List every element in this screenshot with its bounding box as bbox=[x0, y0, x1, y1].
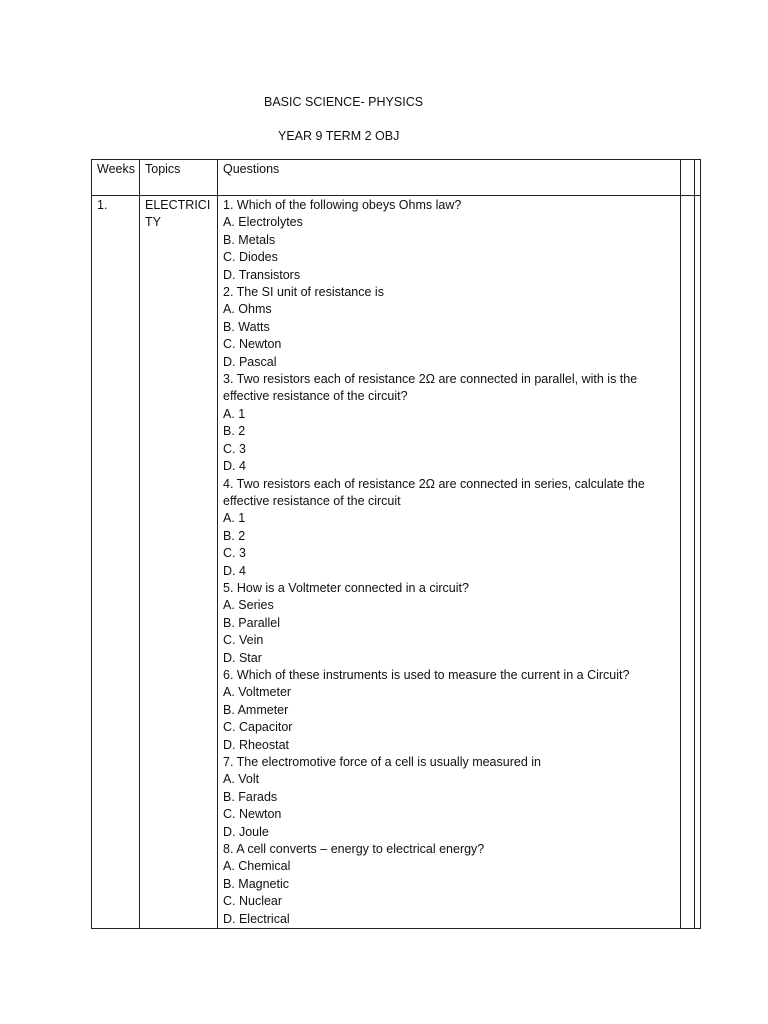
question-line: A. Electrolytes bbox=[223, 215, 303, 230]
question-line: D. Star bbox=[223, 650, 262, 665]
document-subtitle: YEAR 9 TERM 2 OBJ bbox=[278, 129, 400, 143]
header-questions-label: Questions bbox=[223, 162, 280, 176]
question-line: B. 2 bbox=[223, 424, 246, 439]
question-line: C. Diodes bbox=[223, 250, 278, 265]
question-line: C. 3 bbox=[223, 441, 246, 456]
question-line: A. Voltmeter bbox=[223, 685, 292, 700]
question-line: A. Volt bbox=[223, 772, 260, 787]
empty-cell bbox=[695, 196, 701, 929]
question-line: 8. A cell converts – energy to electrical energy? bbox=[223, 842, 485, 857]
question-line: D. 4 bbox=[223, 459, 246, 474]
question-line: B. Metals bbox=[223, 232, 276, 247]
header-empty-label bbox=[695, 160, 700, 161]
question-list bbox=[218, 196, 680, 928]
question-line: A. 1 bbox=[223, 511, 246, 526]
header-extra-label bbox=[681, 160, 694, 161]
question-line: B. Watts bbox=[223, 319, 270, 334]
question-line: 3. Two resistors each of resistance 2Ω are connected in parallel, with is the effective resistance of the circuit? bbox=[223, 372, 638, 404]
document-title: BASIC SCIENCE- PHYSICS bbox=[264, 95, 424, 109]
question-line: D. Rheostat bbox=[223, 737, 290, 752]
question-line: A. 1 bbox=[223, 406, 246, 421]
question-line: 1. Which of the following obeys Ohms law? bbox=[223, 198, 462, 212]
question-line: 5. How is a Voltmeter connected in a circuit? bbox=[223, 580, 469, 595]
table-row bbox=[92, 196, 701, 929]
question-line: 6. Which of these instruments is used to measure the current in a Circuit? bbox=[223, 667, 630, 682]
extra-cell bbox=[681, 196, 695, 929]
topic-name: ELECTRICITY bbox=[145, 198, 211, 230]
question-line: A. Series bbox=[223, 598, 274, 613]
question-line: 2. The SI unit of resistance is bbox=[223, 285, 384, 300]
question-line: D. 4 bbox=[223, 563, 246, 578]
questions-table bbox=[91, 159, 701, 929]
question-line: D. Electrical bbox=[223, 911, 290, 926]
question-line: B. Farads bbox=[223, 789, 278, 804]
question-line: B. Ammeter bbox=[223, 702, 289, 717]
question-line: A. Chemical bbox=[223, 859, 291, 874]
header-topics-label: Topics bbox=[145, 162, 181, 176]
question-line: 7. The electromotive force of a cell is usually measured in bbox=[223, 755, 541, 769]
question-line: C. Vein bbox=[223, 633, 264, 648]
header-cell-extra bbox=[681, 160, 695, 196]
question-line: B. 2 bbox=[223, 528, 246, 543]
topic-cell bbox=[140, 196, 218, 929]
header-cell-questions bbox=[218, 160, 681, 196]
question-line: C. 3 bbox=[223, 546, 246, 561]
question-line: B. Magnetic bbox=[223, 876, 290, 891]
question-line: C. Nuclear bbox=[223, 894, 283, 909]
table-header-row bbox=[92, 160, 701, 196]
header-weeks-label: Weeks bbox=[97, 162, 135, 176]
question-line: 4. Two resistors each of resistance 2Ω are connected in series, calculate the effective resistance of the circuit bbox=[223, 476, 645, 508]
question-line: A. Ohms bbox=[223, 302, 272, 317]
week-cell bbox=[92, 196, 140, 929]
question-line: D. Joule bbox=[223, 824, 269, 839]
questions-cell bbox=[218, 196, 681, 929]
header-cell-empty bbox=[695, 160, 701, 196]
header-cell-weeks bbox=[92, 160, 140, 196]
question-line: D. Pascal bbox=[223, 354, 277, 369]
question-line: C. Capacitor bbox=[223, 720, 293, 735]
header-cell-topics bbox=[140, 160, 218, 196]
question-line: C. Newton bbox=[223, 807, 282, 822]
week-number: 1. bbox=[97, 198, 108, 212]
question-line: C. Newton bbox=[223, 337, 282, 352]
question-line: D. Transistors bbox=[223, 267, 301, 282]
question-line: B. Parallel bbox=[223, 615, 280, 630]
